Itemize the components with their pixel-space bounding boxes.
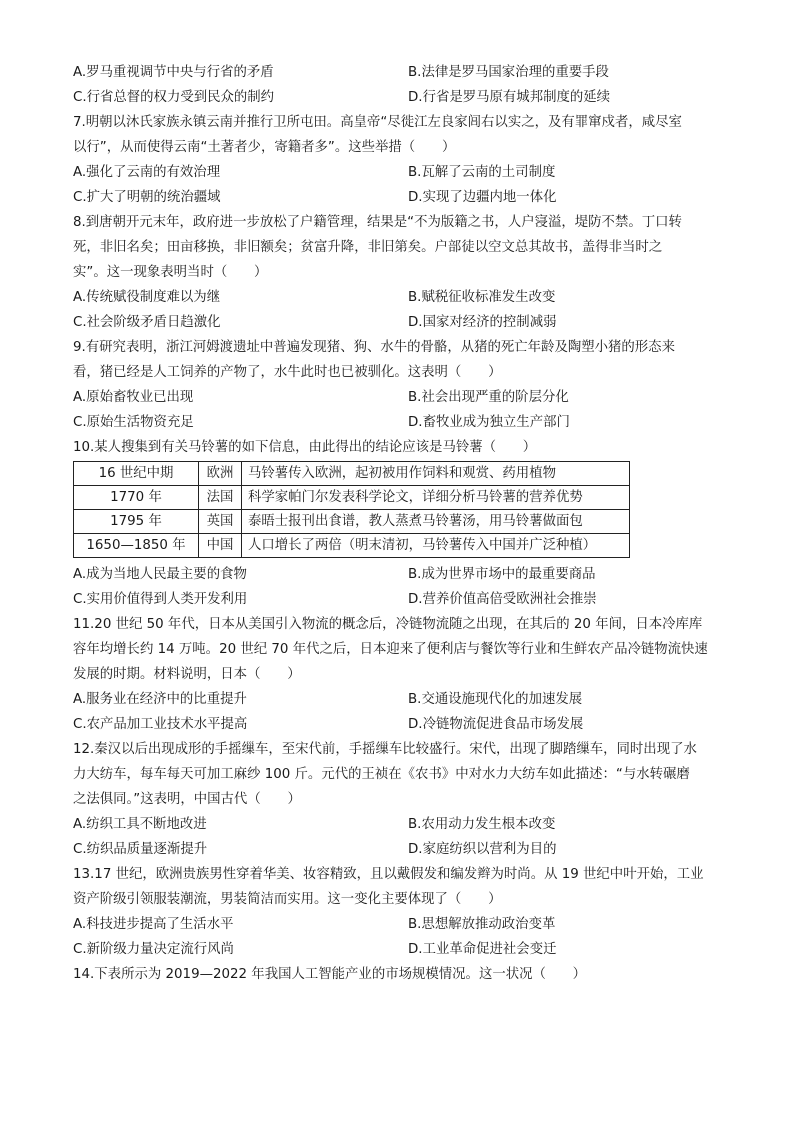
q12-stem-line-1: 12.秦汉以后出现成形的手摇缫车，至宋代前，手摇缫车比较盛行。宋代，出现了脚踏缫车，同时出现了水 (73, 742, 697, 757)
q13-stem-line-2: 资产阶级引领服装潮流，男装简洁而实用。这一变化主要体现了（ ） (73, 892, 502, 907)
q11-option-d[interactable]: D.冷链物流促进食品市场发展 (408, 717, 584, 732)
table-row (74, 486, 630, 510)
q11-stem-line-1: 11.20 世纪 50 年代，日本从美国引入物流的概念后，冷链物流随之出现，在其后的 20 年间，日本冷库库 (73, 617, 703, 632)
table-cell-region: 法国 (199, 486, 242, 510)
q11-stem-line-3: 发展的时期。材料说明，日本（ ） (73, 667, 301, 682)
q13-option-a[interactable]: A.科技进步提高了生活水平 (73, 917, 234, 932)
table-cell-period: 1650—1850 年 (74, 534, 199, 558)
table-cell-period: 1770 年 (74, 486, 199, 510)
q7-option-c[interactable]: C.扩大了明朝的统治疆域 (73, 190, 221, 205)
q11-stem-line-2: 容年均增长约 14 万吨。20 世纪 70 年代之后，日本迎来了便利店与餐饮等行业和生鲜农产品冷链物流快速 (73, 642, 708, 657)
q9-option-d[interactable]: D.畜牧业成为独立生产部门 (408, 415, 570, 430)
q8-option-c[interactable]: C.社会阶级矛盾日趋激化 (73, 315, 221, 330)
q10-option-b[interactable]: B.成为世界市场中的最重要商品 (408, 567, 596, 582)
q9-option-c[interactable]: C.原始生活物资充足 (73, 415, 194, 430)
q13-option-b[interactable]: B.思想解放推动政治变革 (408, 917, 556, 932)
q9-option-b[interactable]: B.社会出现严重的阶层分化 (408, 390, 569, 405)
q10-option-c[interactable]: C.实用价值得到人类开发利用 (73, 592, 248, 607)
q6-option-c[interactable]: C.行省总督的权力受到民众的制约 (73, 90, 275, 105)
q6-option-d[interactable]: D.行省是罗马原有城邦制度的延续 (408, 90, 611, 105)
q8-stem-line-1: 8.到唐朝开元末年，政府进一步放松了户籍管理，结果是“不为版籍之书，人户寖溢，堤防不禁。丁口转 (73, 215, 682, 230)
q12-option-a[interactable]: A.纺织工具不断地改进 (73, 817, 207, 832)
q12-option-d[interactable]: D.家庭纺织以营利为目的 (408, 842, 557, 857)
q7-stem-line-1: 7.明朝以沐氏家族永镇云南并推行卫所屯田。高皇帝“尽徙江左良家闾右以实之，及有罪窜戍者，咸尽室 (73, 115, 682, 130)
q6-option-a[interactable]: A.罗马重视调节中央与行省的矛盾 (73, 65, 274, 80)
q11-option-a[interactable]: A.服务业在经济中的比重提升 (73, 692, 247, 707)
q9-option-a[interactable]: A.原始畜牧业已出现 (73, 390, 194, 405)
q7-option-b[interactable]: B.瓦解了云南的土司制度 (408, 165, 556, 180)
q9-stem-line-2: 看，猪已经是人工饲养的产物了，水牛此时也已被驯化。这表明（ ） (73, 365, 502, 380)
table-cell-event: 科学家帕门尔发表科学论文，详细分析马铃薯的营养优势 (242, 486, 630, 510)
q10-option-d[interactable]: D.营养价值高倍受欧洲社会推崇 (408, 592, 597, 607)
table-cell-event: 马铃薯传入欧洲，起初被用作饲料和观赏、药用植物 (242, 462, 630, 486)
q8-stem-line-3: 实”。这一现象表明当时（ ） (73, 265, 268, 280)
q9-stem-line-1: 9.有研究表明，浙江河姆渡遗址中普遍发现猪、狗、水牛的骨骼，从猪的死亡年龄及陶塑小猪的形态来 (73, 340, 675, 355)
q14-stem-line-1: 14.下表所示为 2019—2022 年我国人工智能产业的市场规模情况。这一状况（ ） (73, 967, 587, 982)
q11-option-c[interactable]: C.农产品加工业技术水平提高 (73, 717, 248, 732)
q8-option-a[interactable]: A.传统赋役制度难以为继 (73, 290, 221, 305)
q13-stem-line-1: 13.17 世纪，欧洲贵族男性穿着华美、妆容精致，且以戴假发和编发辫为时尚。从 19 世纪中叶开始，工业 (73, 867, 704, 882)
q12-stem-line-2: 力大纺车，每车每天可加工麻纱 100 斤。元代的王祯在《农书》中对水力大纺车如此描述：“与水转碾磨 (73, 767, 690, 782)
q7-option-d[interactable]: D.实现了边疆内地一体化 (408, 190, 557, 205)
q7-stem-line-2: 以行”，从而使得云南“土著者少，寄籍者多”。这些举措（ ） (73, 140, 456, 155)
q10-option-a[interactable]: A.成为当地人民最主要的食物 (73, 567, 247, 582)
table-cell-region: 英国 (199, 510, 242, 534)
table-cell-event: 泰晤士报刊出食谱，教人蒸煮马铃薯汤，用马铃薯做面包 (242, 510, 630, 534)
q8-option-b[interactable]: B.赋税征收标准发生改变 (408, 290, 556, 305)
table-cell-region: 欧洲 (199, 462, 242, 486)
table-cell-region: 中国 (199, 534, 242, 558)
q6-option-b[interactable]: B.法律是罗马国家治理的重要手段 (408, 65, 609, 80)
table-cell-period: 16 世纪中期 (74, 462, 199, 486)
table-row (74, 462, 630, 486)
q10-stem-line-1: 10.某人搜集到有关马铃薯的如下信息，由此得出的结论应该是马铃薯（ ） (73, 440, 537, 455)
q12-option-c[interactable]: C.纺织品质量逐渐提升 (73, 842, 208, 857)
potato-info-table (73, 461, 630, 558)
table-cell-period: 1795 年 (74, 510, 199, 534)
q8-option-d[interactable]: D.国家对经济的控制减弱 (408, 315, 557, 330)
q8-stem-line-2: 死，非旧名矣；田亩移换，非旧额矣；贫富升降，非旧第矣。户部徒以空文总其故书，盖得非当时之 (73, 240, 663, 255)
table-row (74, 510, 630, 534)
table-row (74, 534, 630, 558)
q13-option-c[interactable]: C.新阶级力量决定流行风尚 (73, 942, 234, 957)
q11-option-b[interactable]: B.交通设施现代化的加速发展 (408, 692, 583, 707)
q12-stem-line-3: 之法俱同。”这表明，中国古代（ ） (73, 792, 301, 807)
q13-option-d[interactable]: D.工业革命促进社会变迁 (408, 942, 557, 957)
q7-option-a[interactable]: A.强化了云南的有效治理 (73, 165, 221, 180)
q12-option-b[interactable]: B.农用动力发生根本改变 (408, 817, 556, 832)
table-cell-event: 人口增长了两倍（明末清初，马铃薯传入中国并广泛种植） (242, 534, 630, 558)
